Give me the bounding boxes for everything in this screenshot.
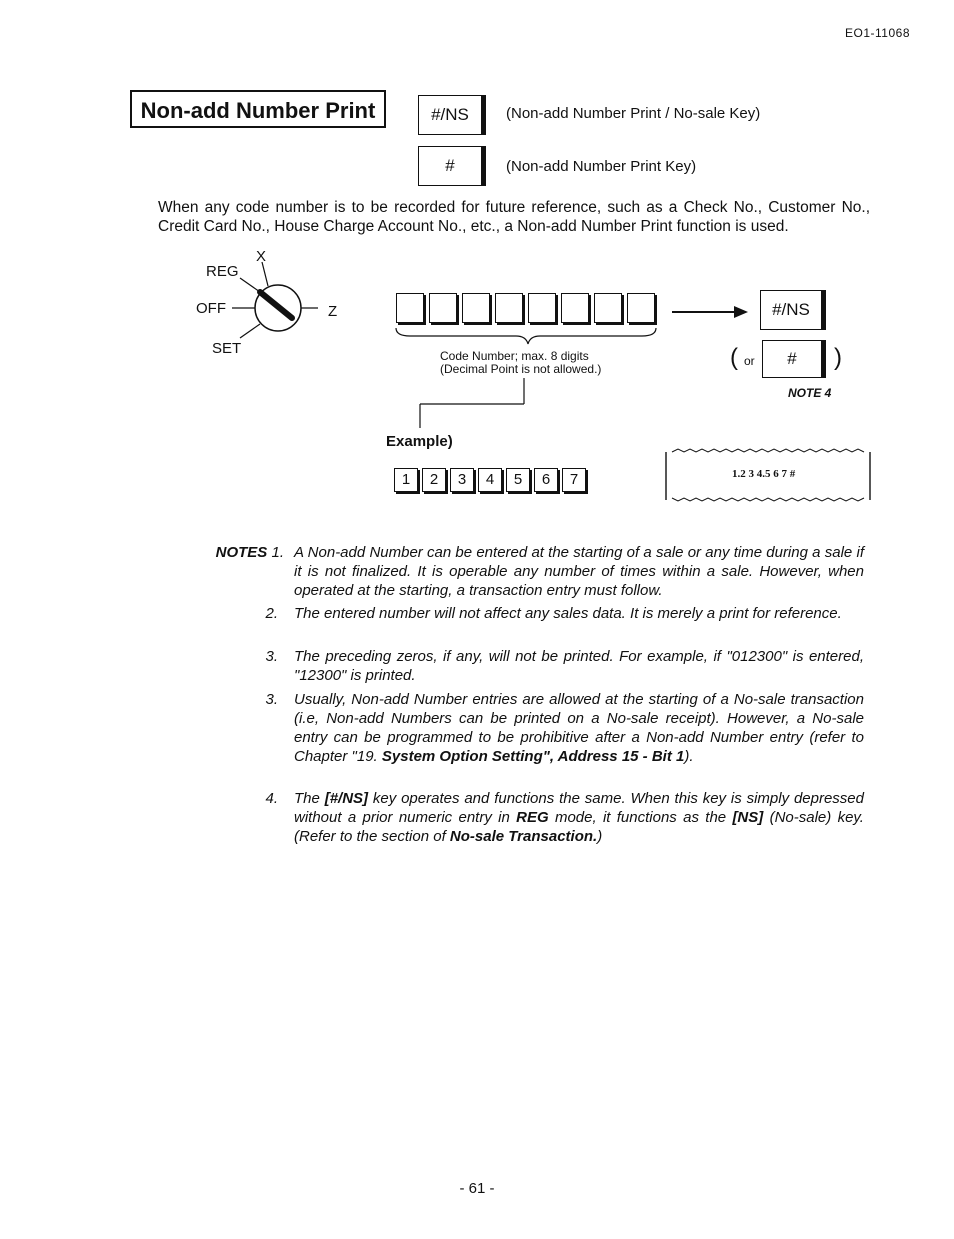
ns-key	[418, 95, 482, 135]
example-key-sequence	[394, 468, 634, 492]
mode-reg: REG	[206, 263, 239, 280]
ns-key-description: (Non-add Number Print / No-sale Key)	[506, 105, 761, 122]
note-text: A Non-add Number can be entered at the starting of a sale or any time during a sale if it is not finalized. It is operable any number of times within a sale. However, when operated at the starting, a transaction entry must follow.	[294, 544, 864, 599]
ns-key-label: #/NS	[431, 105, 469, 124]
code-caption-line2: (Decimal Point is not allowed.)	[440, 362, 602, 376]
hash-key	[418, 146, 482, 186]
digit-box	[396, 293, 424, 323]
note-number: 3.	[265, 648, 278, 665]
receipt-print-text: 1.2 3 4.5 6 7 #	[732, 468, 796, 480]
example-key: 1	[394, 468, 418, 492]
or-hash-group	[730, 340, 860, 380]
mode-set: SET	[212, 340, 242, 357]
note-item	[200, 543, 866, 603]
paren-close: )	[834, 344, 842, 371]
intro-paragraph: When any code number is to be recorded for future reference, such as a Check No., Customer No., Credit Card No., House Charge Account No., etc., a Non-add Number Print function is used.	[158, 199, 870, 235]
note-number: 3.	[265, 691, 278, 708]
digit-box	[495, 293, 523, 323]
digit-box	[429, 293, 457, 323]
example-key: 5	[506, 468, 530, 492]
example-key: 6	[534, 468, 558, 492]
mode-x: X	[256, 248, 267, 265]
paren-open: (	[730, 344, 738, 371]
note-item	[200, 690, 866, 786]
example-label: Example)	[386, 433, 453, 450]
code-caption	[440, 350, 620, 376]
digit-box	[561, 293, 589, 323]
brace-and-connector	[390, 320, 680, 440]
hash-key-description: (Non-add Number Print Key)	[506, 158, 697, 175]
mode-z: Z	[328, 303, 338, 320]
example-key: 2	[422, 468, 446, 492]
diagram-hash-key-label: #	[787, 349, 797, 368]
note-number: NOTES 1.	[215, 544, 284, 561]
digit-box	[627, 293, 655, 323]
example-key: 7	[562, 468, 586, 492]
mode-switch-dial-icon	[190, 248, 360, 368]
mode-switch	[190, 248, 360, 368]
example-key: 4	[478, 468, 502, 492]
note-number: 4.	[265, 790, 278, 807]
page-number: - 61 -	[459, 1180, 495, 1197]
digit-box	[594, 293, 622, 323]
note-text: The entered number will not affect any sales data. It is merely a print for reference.	[294, 605, 842, 622]
hash-key-label: #	[445, 156, 455, 175]
diagram-ns-key-label: #/NS	[772, 300, 810, 319]
note-reference: NOTE 4	[788, 386, 832, 400]
code-caption-line1: Code Number; max. 8 digits	[440, 349, 589, 363]
notes-label: NOTES	[215, 544, 268, 561]
digit-box	[462, 293, 490, 323]
note-item	[200, 789, 866, 849]
mode-off: OFF	[196, 300, 226, 317]
section-title: Non-add Number Print	[130, 90, 386, 128]
note-item	[200, 604, 866, 644]
or-text: or	[744, 354, 755, 368]
arrow-right-icon	[672, 304, 752, 320]
note-text: The [#/NS] key operates and functions the same. When this key is simply depressed without a prior numeric entry in REG mode, it functions as the [NS] (No-sale) key. (Refer to the section of No-sale Transaction.)	[294, 790, 864, 845]
document-number: EO1-11068	[845, 26, 910, 40]
example-key: 3	[450, 468, 474, 492]
diagram-hash-key	[762, 340, 822, 378]
note-text: Usually, Non-add Number entries are allowed at the starting of a No-sale transaction (i.e, Non-add Numbers can be printed on a No-sale receipt). However, a No-sale entry can be programmed to be prohibitive after a Non-add Number entry (refer to Chapter "19. System Option Setting", Address 15 - Bit 1).	[294, 691, 864, 765]
note-number: 2.	[265, 605, 278, 622]
digit-box	[528, 293, 556, 323]
note-item	[200, 647, 866, 687]
diagram-ns-key	[760, 290, 822, 330]
note-text: The preceding zeros, if any, will not be printed. For example, if "012300" is entered, "12300" is printed.	[294, 648, 864, 684]
